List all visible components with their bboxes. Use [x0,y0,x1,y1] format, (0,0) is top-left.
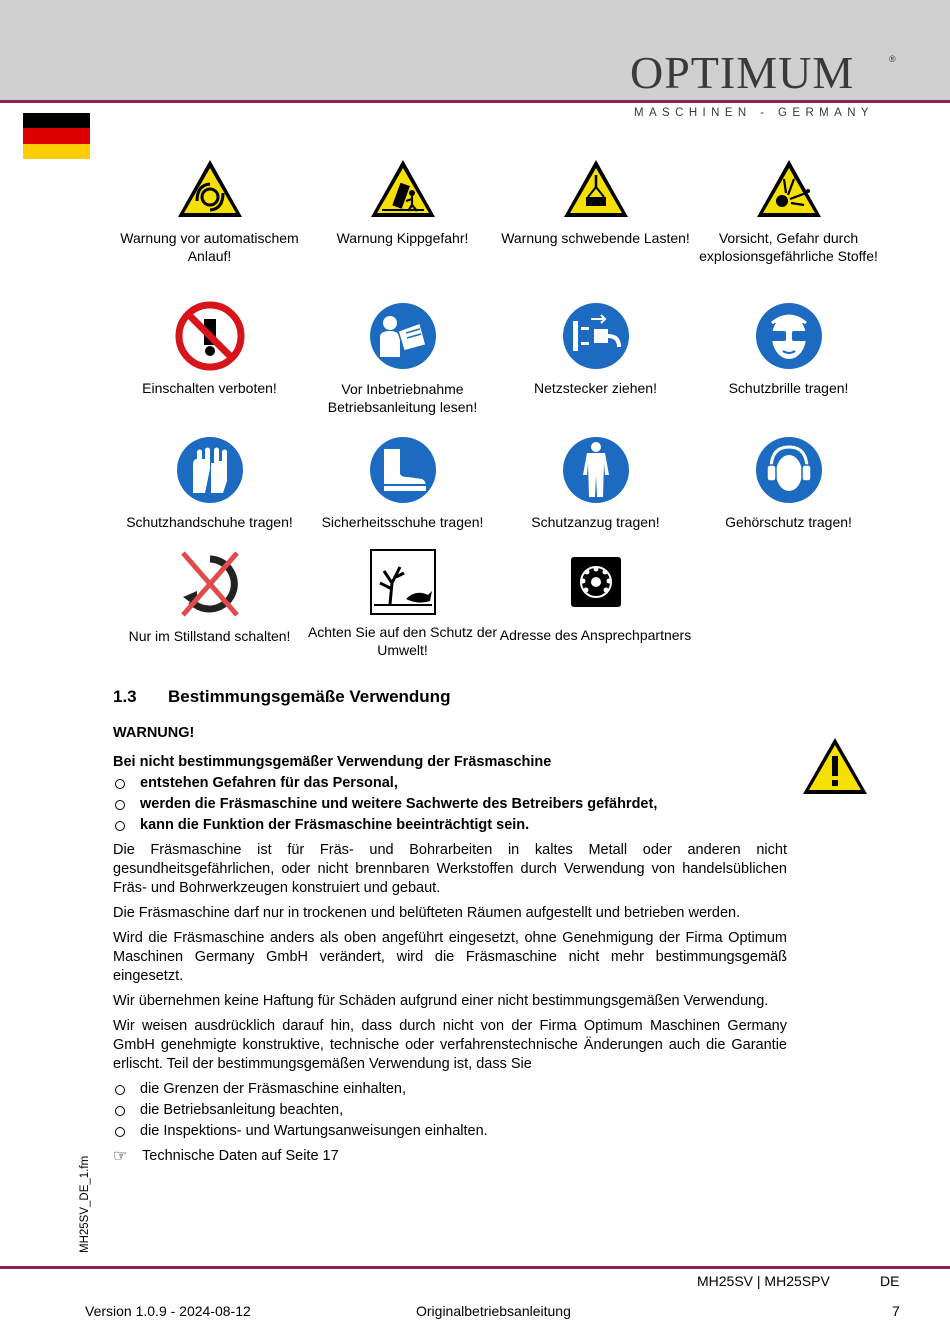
brand-logo: OPTIMUM [630,47,855,98]
symbol-ear-protection [692,435,885,532]
list-item: die Inspektions- und Wartungsanweisungen einhalten. [113,1122,787,1141]
general-warning-icon [801,736,869,801]
safety-boots-icon [368,435,438,505]
paragraph: Wir übernehmen keine Haftung für Schäden aufgrund einer nicht bestimmungsgemäßen Verwendung. [113,993,769,1009]
footer-version: Version 1.0.9 - 2024-08-12 [85,1303,251,1319]
footer-language: DE [880,1273,900,1289]
symbol-explosive [692,157,885,265]
section-title: Bestimmungsgemäße Verwendung [168,687,451,706]
list-item: die Betriebsanleitung beachten, [113,1101,787,1120]
symbol-read-manual [306,301,499,416]
section-heading [113,687,450,707]
symbol-automatic-start [113,157,306,265]
environment-icon [370,549,436,615]
symbol-label: Vorsicht, Gefahr durch explosionsgefährliche Stoffe! [699,230,878,264]
symbol-label: Warnung Kippgefahr! [336,230,469,246]
no-switching-on-icon [175,301,245,371]
file-label: MH25SV_DE_1.fm [79,1155,91,1253]
paragraph: Wird die Fräsmaschine anders als oben angeführt eingesetzt, ohne Genehmigung der Firma Optimum Maschinen Germany GmbH verändert, wird die Fräsmaschine nicht mehr bestimmungsgemäß eingesetzt. [113,930,787,984]
symbol-gloves [113,435,306,532]
warning-intro: Bei nicht bestimmungsgemäßer Verwendung der Fräsmaschine [113,754,552,770]
registered-mark: ® [889,54,896,64]
symbol-label: Gehörschutz tragen! [725,514,852,530]
symbol-label: Warnung schwebende Lasten! [501,230,690,246]
paragraph: Die Fräsmaschine ist für Fräs- und Bohrarbeiten in kaltes Metall oder anderen nicht gesundheitsgefährlichen, oder nicht brennbaren Werkstoffen durch Verwendung von handelsüblichen Fräs- und Bohrwerkzeugen konstruiert und gebaut. [113,842,787,896]
cross-reference-text[interactable]: Technische Daten auf Seite 17 [142,1148,339,1164]
symbol-safety-glasses [692,301,885,398]
paragraph: Wir weisen ausdrücklich darauf hin, dass durch nicht von der Firma Optimum Maschinen Germany GmbH genehmigte konstruktive, technische oder verfahrenstechnische Änderungen auch die Garantie erlischt. Teil der bestimmungsgemäßen Verwendung ist, dass Sie [113,1018,787,1072]
warning-bullet: kann die Funktion der Fräsmaschine beeinträchtigt sein. [113,816,787,835]
symbol-label: Sicherheitsschuhe tragen! [321,514,484,530]
paragraph: Die Fräsmaschine darf nur in trockenen und belüfteten Räumen aufgestellt und betrieben werden. [113,905,741,921]
read-manual-icon [368,301,438,371]
list-item: die Grenzen der Fräsmaschine einhalten, [113,1080,787,1099]
protective-suit-icon [561,435,631,505]
footer-model: MH25SV | MH25SPV [697,1273,830,1289]
safety-glasses-icon [754,301,824,371]
symbol-telephone [499,557,692,645]
section-number: 1.3 [113,687,137,706]
brand-subtitle: MASCHINEN - GERMANY [634,107,874,119]
symbol-label: Schutzhandschuhe tragen! [126,514,293,530]
symbol-environment [306,549,499,659]
warning-automatic-start-icon [175,157,245,221]
header-rule [0,100,950,103]
warning-bullet: entstehen Gefahren für das Personal, [113,774,787,793]
symbol-label: Einschalten verboten! [142,380,277,396]
symbol-label: Schutzbrille tragen! [728,380,849,396]
symbol-label: Adresse des Ansprechpartners [499,627,692,643]
pointing-hand-icon: ☞ [113,1148,128,1165]
symbol-suspended-load [499,157,692,248]
symbol-label: Achten Sie auf den Schutz der Umwelt! [307,624,498,658]
page-number: 7 [892,1303,900,1319]
warning-suspended-load-icon [561,157,631,221]
warning-title: WARNUNG! [113,725,195,741]
symbol-tipping [306,157,499,248]
footer-rule [0,1266,950,1269]
telephone-icon [571,557,621,607]
main-content [113,724,787,1168]
disconnect-plug-icon [561,301,631,371]
standstill-switch-icon [175,549,245,619]
symbol-safety-boots [306,435,499,532]
symbol-label: Warnung vor automatischem Anlauf! [120,230,299,264]
warning-explosive-icon [754,157,824,221]
symbol-disconnect-plug [499,301,692,398]
symbol-label: Netzstecker ziehen! [534,380,657,396]
symbol-standstill-switch [113,549,306,646]
symbol-protective-suit [499,435,692,532]
footer-document: Originalbetriebsanleitung [416,1303,571,1319]
symbol-label: Vor Inbetriebnahme Betriebsanleitung lesen! [327,381,478,415]
cross-reference[interactable] [113,1147,787,1166]
warning-bullet: werden die Fräsmaschine und weitere Sachwerte des Betreibers gefährdet, [113,795,787,814]
symbol-label: Nur im Stillstand schalten! [128,628,291,644]
ear-protection-icon [754,435,824,505]
symbol-label: Schutzanzug tragen! [531,514,660,530]
german-flag-icon [23,113,90,159]
gloves-icon [175,435,245,505]
warning-tipping-icon [368,157,438,221]
symbol-no-switching-on [113,301,306,398]
